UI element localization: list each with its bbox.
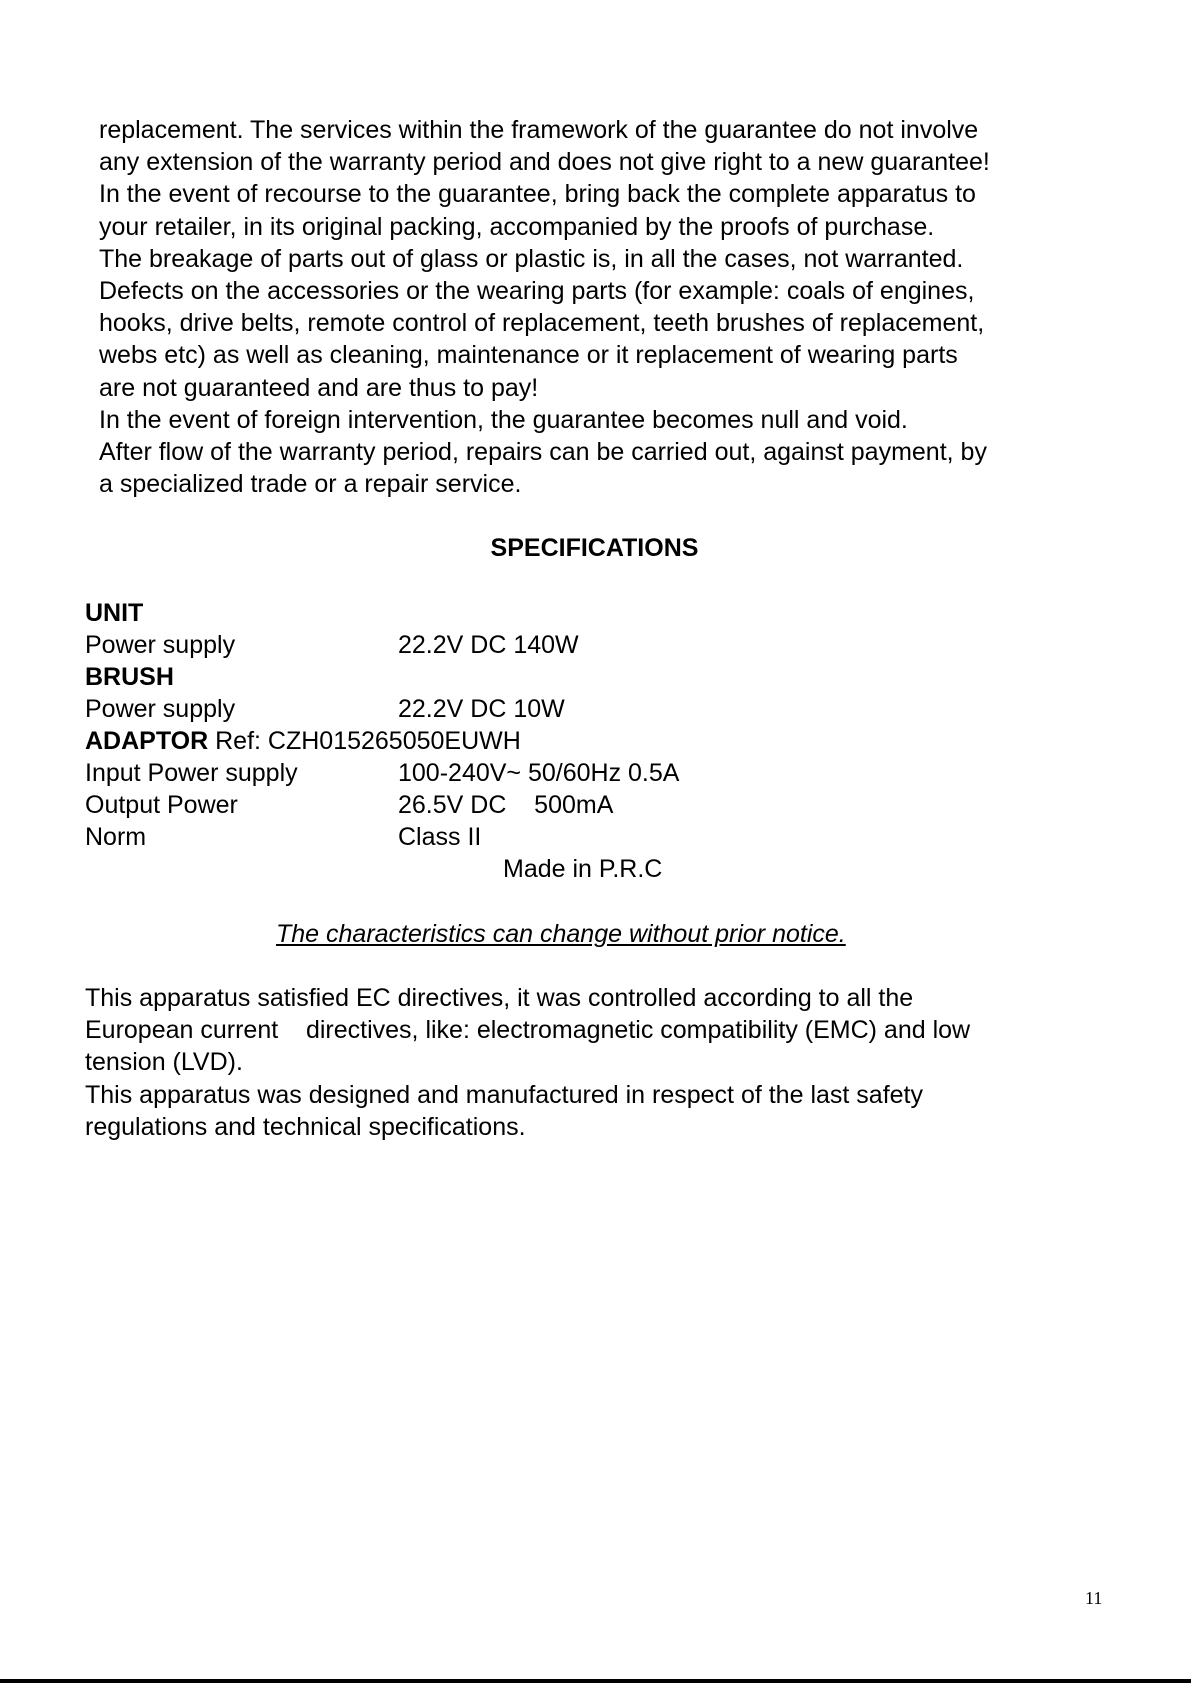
guarantee-line: a specialized trade or a repair service.	[99, 470, 522, 499]
ec-line: regulations and technical specifications.	[85, 1112, 526, 1141]
guarantee-line: In the event of foreign intervention, the guarantee becomes null and void.	[99, 405, 908, 434]
ec-line: tension (LVD).	[85, 1048, 243, 1077]
guarantee-line: In the event of recourse to the guarantee, bring back the complete apparatus to	[99, 180, 976, 209]
unit-title: UNIT	[85, 599, 144, 627]
guarantee-line: hooks, drive belts, remote control of replacement, teeth brushes of replacement,	[99, 309, 985, 338]
ec-paragraph	[85, 982, 1145, 1143]
guarantee-line: The breakage of parts out of glass or plastic is, in all the cases, not warranted.	[99, 244, 964, 273]
made-in-text: Made in P.R.C	[503, 855, 663, 883]
adaptor-norm-label: Norm	[85, 823, 147, 851]
adaptor-input-label: Input Power supply	[85, 759, 298, 787]
adaptor-norm-value: Class II	[398, 823, 482, 851]
ec-line: European current directives, like: electromagnetic compatibility (EMC) and low	[85, 1016, 971, 1045]
unit-power-label: Power supply	[85, 631, 236, 659]
adaptor-ref: Ref: CZH015265050EUWH	[208, 727, 521, 755]
guarantee-paragraph	[99, 114, 1159, 500]
guarantee-line: replacement. The services within the framework of the guarantee do not involve	[99, 116, 979, 144]
guarantee-line: are not guaranteed and are thus to pay!	[99, 373, 539, 402]
guarantee-line: webs etc) as well as cleaning, maintenance or it replacement of wearing parts	[99, 341, 958, 370]
brush-title: BRUSH	[85, 663, 174, 691]
adaptor-output-label: Output Power	[85, 791, 238, 819]
bottom-edge-rule	[0, 1679, 1191, 1683]
brush-power-value: 22.2V DC 10W	[398, 695, 565, 723]
specifications-heading	[0, 532, 1191, 564]
adaptor-input-value: 100-240V~ 50/60Hz 0.5A	[398, 759, 680, 787]
specifications-heading-text: SPECIFICATIONS	[490, 534, 699, 562]
guarantee-line: After flow of the warranty period, repairs can be carried out, against payment, by	[99, 438, 987, 467]
adaptor-line	[85, 725, 521, 757]
change-notice: The characteristics can change without prior notice.	[276, 920, 846, 948]
guarantee-line: Defects on the accessories or the wearing parts (for example: coals of engines,	[99, 277, 975, 306]
adaptor-title: ADAPTOR	[85, 727, 209, 755]
page-number: 11	[1085, 1588, 1103, 1608]
adaptor-output-value: 26.5V DC 500mA	[398, 791, 614, 819]
ec-line: This apparatus satisfied EC directives, it was controlled according to all the	[85, 984, 914, 1012]
guarantee-line: your retailer, in its original packing, accompanied by the proofs of purchase.	[99, 212, 935, 241]
brush-power-label: Power supply	[85, 695, 236, 723]
unit-power-value: 22.2V DC 140W	[398, 631, 579, 659]
ec-line: This apparatus was designed and manufactured in respect of the last safety	[85, 1080, 923, 1109]
guarantee-line: any extension of the warranty period and does not give right to a new guarantee!	[99, 148, 990, 177]
